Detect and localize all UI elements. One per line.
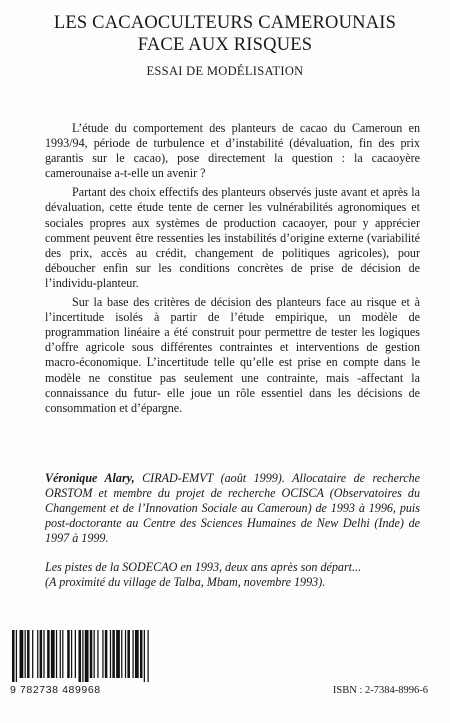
barcode-bar <box>85 630 89 682</box>
barcode-bar <box>121 630 122 678</box>
barcode-bar <box>110 630 111 678</box>
barcode-bar <box>27 630 30 678</box>
barcode-bar <box>47 630 50 678</box>
author-name: Véronique Alary, <box>45 471 135 485</box>
barcode-bar <box>147 630 148 682</box>
barcode-bar <box>105 630 108 678</box>
title-line-2: FACE AUX RISQUES <box>137 35 313 55</box>
author-bio-text: CIRAD-EMVT (août 1999). Allocataire de recherche ORSTOM et membre du projet de recherche OCISCA (Observatoires du Changement et de l’Innovation Sociale au Cameroun) de 1993 à 1996, puis post-doctorante au Centre des Sciences Humaines de New Delhi (Inde) de 1997 à 1999. <box>45 471 420 546</box>
book-title <box>0 12 450 56</box>
barcode-bar <box>32 630 33 678</box>
barcode-bar <box>56 630 57 678</box>
caption-line-2: (A proximité du village de Talba, Mbam, novembre 1993). <box>45 575 326 590</box>
barcode-bar <box>78 630 81 682</box>
barcode-bar <box>112 630 115 678</box>
barcode-bar <box>71 630 72 678</box>
barcode-bar <box>125 630 126 678</box>
barcode-digits: 9 782738 489968 <box>10 684 101 696</box>
barcode-bar <box>25 630 26 678</box>
barcode-bar <box>90 630 93 678</box>
barcode-bar <box>12 630 15 682</box>
photo-caption <box>45 560 425 590</box>
title-line-1: LES CACAOCULTEURS CAMEROUNAIS <box>53 13 397 33</box>
barcode-bar <box>82 630 83 682</box>
barcode-bar <box>40 630 43 678</box>
paragraph-2: Partant des choix effectifs des planteurs observés juste avant et après la dévaluation, cette étude tente de cerner les vulnérabilités agronomiques et sociales propres aux systèmes de production cacaoyer, pour y apprécier comment peuvent être ressenties les instabilités d’origine externe (variabilité des prix, accès au crédit, changement de politiques agricoles), pour déboucher enfin sur les conditions concrètes de prise de décision de l’individu-planteur. <box>45 185 420 290</box>
barcode-icon <box>12 630 150 682</box>
barcode-bar <box>132 630 133 678</box>
barcode-bar <box>116 630 120 678</box>
barcode-bar <box>135 630 139 678</box>
author-bio <box>45 471 420 546</box>
paragraph-1: L’étude du comportement des planteurs de cacao du Cameroun en 1993/94, période de turbulence et d’instabilité (dévaluation, fin des prix garantis sur le cacao), pose directement la question : la cacaoyère camerounaise a-t-elle un avenir ? <box>45 121 420 181</box>
barcode-bar <box>94 630 95 678</box>
subtitle: ESSAI DE MODÉLISATION <box>146 64 304 78</box>
barcode-bar <box>144 630 145 682</box>
isbn-number: ISBN : 2-7384-8996-6 <box>332 685 428 696</box>
paragraph-3: Sur la base des critères de décision des planteurs face au risque et à l’incertitude isolés à partir de l’étude empirique, un modèle de programmation linéaire a été construit pour permettre de tester les logiques d’offre agricole sous différentes contraintes et interventions de gestion macro-économique. L’incertitude telle qu’elle est prise en compte dans le modèle ne constitue pas seulement une contrainte, mais -affectant la connaissance du futur- elle joue un rôle essentiel dans les décisions de consommation et d’épargne. <box>45 295 420 415</box>
barcode-bar <box>102 630 103 678</box>
barcode-bar <box>60 630 61 678</box>
barcode-bar <box>43 630 44 678</box>
barcode-bar <box>37 630 38 678</box>
barcode-bar <box>140 630 143 678</box>
barcode-bar <box>67 630 70 678</box>
barcode-bar <box>75 630 76 678</box>
barcode-bar <box>97 630 98 678</box>
blurb-text <box>45 121 420 420</box>
barcode-bar <box>62 630 63 678</box>
barcode-bar <box>51 630 55 678</box>
barcode-bar <box>20 630 24 678</box>
barcode-bar <box>16 630 17 682</box>
caption-line-1: Les pistes de la SODECAO en 1993, deux ans après son départ... <box>45 560 362 574</box>
barcode-bar <box>127 630 130 678</box>
